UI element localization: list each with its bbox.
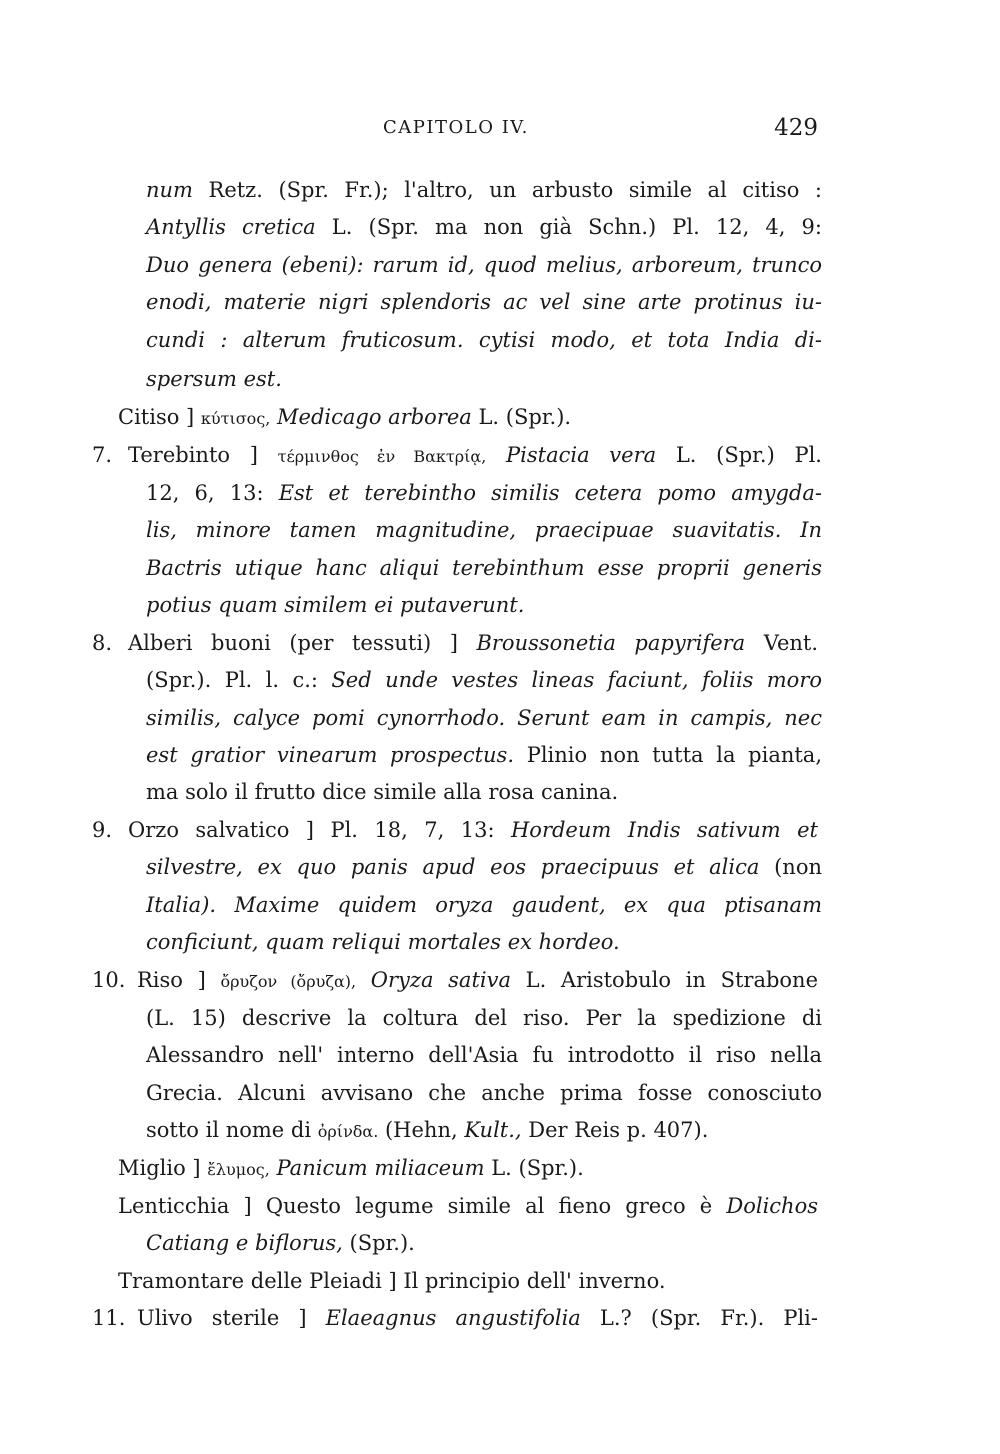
text-line <box>146 740 822 772</box>
latin-italic-text: Pistacia vera <box>506 443 657 467</box>
text-line <box>128 815 818 847</box>
text-line <box>146 250 822 282</box>
text-line <box>146 927 620 959</box>
latin-italic-text: Antyllis cretica <box>146 215 316 239</box>
latin-italic-text: conficiunt, quam reliqui mortales ex hordeo. <box>146 930 620 954</box>
latin-italic-text: Oryza sativa <box>370 968 511 992</box>
latin-italic-text: lis, minore tamen magnitudine, praecipuae suavitatis. In <box>146 518 822 542</box>
roman-text: Alessandro nell' interno dell'Asia fu introdotto il riso nella <box>146 1043 822 1067</box>
latin-italic-text: spersum est. <box>146 367 282 391</box>
text-line <box>146 1040 822 1072</box>
text-line <box>118 1153 584 1185</box>
roman-text: sotto il nome di <box>146 1118 318 1142</box>
roman-text: Vent. <box>745 631 819 655</box>
text-line <box>118 402 571 434</box>
roman-text: Terebinto ] <box>128 443 278 467</box>
text-line <box>146 1115 708 1147</box>
latin-italic-text: Sed unde vestes lineas faciunt, foliis moro <box>331 668 822 692</box>
roman-text: L. (Spr.) Pl. <box>656 443 822 467</box>
roman-text: Lenticchia ] Questo legume simile al fieno greco è <box>118 1194 727 1218</box>
latin-italic-text: Bactris utique hanc aliqui terebinthum esse proprii generis <box>146 556 822 580</box>
latin-italic-text: Italia). Maxime quidem oryza gaudent, ex qua ptisanam <box>146 893 822 917</box>
text-line <box>146 590 524 622</box>
item-number: 8. <box>92 631 113 655</box>
roman-text: (non <box>759 855 822 879</box>
text-line <box>146 1003 822 1035</box>
text-line <box>146 1078 822 1110</box>
latin-italic-text: similis, calyce pomi cynorrhodo. Serunt eam in campis, nec <box>146 706 822 730</box>
greek-text: ἔλυμος, <box>207 1160 270 1179</box>
text-line <box>118 1266 666 1298</box>
latin-italic-text: silvestre, ex quo panis apud eos praecipuus et alica <box>146 855 760 879</box>
latin-italic-text: Kult., <box>464 1118 522 1142</box>
roman-text: L. (Spr.). <box>471 405 572 429</box>
greek-text: ὀρίνδα. <box>317 1122 379 1141</box>
roman-text: 12, 6, 13: <box>146 481 279 505</box>
roman-text: Orzo salvatico ] Pl. 18, 7, 13: <box>128 818 511 842</box>
text-line <box>146 364 282 396</box>
text-line <box>146 212 822 244</box>
text-line <box>146 325 822 357</box>
greek-text: κύτισος, <box>200 409 271 428</box>
roman-text: L. Aristobulo in Strabone <box>511 968 819 992</box>
text-line <box>146 553 822 585</box>
roman-text: (Spr.). Pl. l. c.: <box>146 668 332 692</box>
latin-italic-text: est gratior vinearum prospectus. <box>146 743 515 767</box>
latin-italic-text: Medicago arborea <box>277 405 472 429</box>
roman-text <box>270 1156 277 1180</box>
latin-italic-text: Broussonetia papyrifera <box>476 631 746 655</box>
roman-text: Riso ] <box>137 968 221 992</box>
roman-text: (L. 15) descrive la coltura del riso. Per la spedizione di <box>146 1006 822 1030</box>
text-line <box>146 665 822 697</box>
text-line <box>146 852 822 884</box>
text-line <box>146 777 618 809</box>
text-line <box>146 175 822 207</box>
roman-text: Grecia. Alcuni avvisano che anche prima fosse conosciuto <box>146 1081 822 1105</box>
roman-text: Miglio ] <box>118 1156 208 1180</box>
latin-italic-text: Hordeum Indis sativum et <box>510 818 818 842</box>
text-line <box>128 628 818 660</box>
latin-italic-text: num <box>146 178 193 202</box>
running-head <box>118 117 818 147</box>
latin-italic-text: Est et terebintho similis cetera pomo amygda- <box>278 481 822 505</box>
item-number: 11. <box>92 1306 126 1330</box>
item-number: 7. <box>92 443 113 467</box>
text-line <box>146 478 822 510</box>
roman-text: (Hehn, <box>378 1118 465 1142</box>
greek-text: ὄρυζον (ὄρυζα), <box>220 972 357 991</box>
text-line <box>118 1191 818 1223</box>
roman-text: Citiso ] <box>118 405 201 429</box>
roman-text: Plinio non tutta la pianta, <box>514 743 822 767</box>
latin-italic-text: enodi, materie nigri splendoris ac vel sine arte protinus iu- <box>146 290 822 314</box>
roman-text: ma solo il frutto dice simile alla rosa canina. <box>146 780 619 804</box>
latin-italic-text: Duo genera (ebeni): rarum id, quod melius, arboreum, trunco <box>146 253 822 277</box>
running-title: CAPITOLO IV. <box>383 117 529 138</box>
latin-italic-text: Elaeagnus angustifolia <box>325 1306 581 1330</box>
roman-text: Der Reis p. 407). <box>521 1118 709 1142</box>
roman-text: L.? (Spr. Fr.). Pli- <box>580 1306 818 1330</box>
latin-italic-text: Panicum miliaceum <box>276 1156 485 1180</box>
text-line <box>137 1303 818 1335</box>
text-line <box>146 515 822 547</box>
latin-italic-text: cundi : alterum fruticosum. cytisi modo, et tota India di- <box>146 328 822 352</box>
item-number: 10. <box>92 968 126 992</box>
roman-text: Tramontare delle Pleiadi ] Il principio dell' inverno. <box>118 1269 666 1293</box>
item-number: 9. <box>92 818 113 842</box>
text-line <box>146 890 822 922</box>
text-line <box>128 440 822 472</box>
text-line <box>146 703 822 735</box>
latin-italic-text: potius quam similem ei putaverunt. <box>146 593 525 617</box>
latin-italic-text: Dolichos <box>726 1194 818 1218</box>
text-line <box>137 965 818 997</box>
roman-text: L. (Spr.). <box>484 1156 584 1180</box>
roman-text <box>486 443 506 467</box>
roman-text <box>356 968 371 992</box>
roman-text: Ulivo sterile ] <box>137 1306 326 1330</box>
roman-text: Alberi buoni (per tessuti) ] <box>128 631 477 655</box>
greek-text: τέρμινθος ἐν Βακτρίᾳ, <box>277 447 487 466</box>
latin-italic-text: Catiang e biflorus, <box>146 1231 343 1255</box>
text-line <box>146 1228 415 1260</box>
text-line <box>146 287 822 319</box>
page-number: 429 <box>774 115 818 141</box>
roman-text: L. (Spr. ma non già Schn.) Pl. 12, 4, 9: <box>315 215 822 239</box>
roman-text: (Spr.). <box>342 1231 415 1255</box>
roman-text: Retz. (Spr. Fr.); l'altro, un arbusto simile al citiso : <box>192 178 822 202</box>
